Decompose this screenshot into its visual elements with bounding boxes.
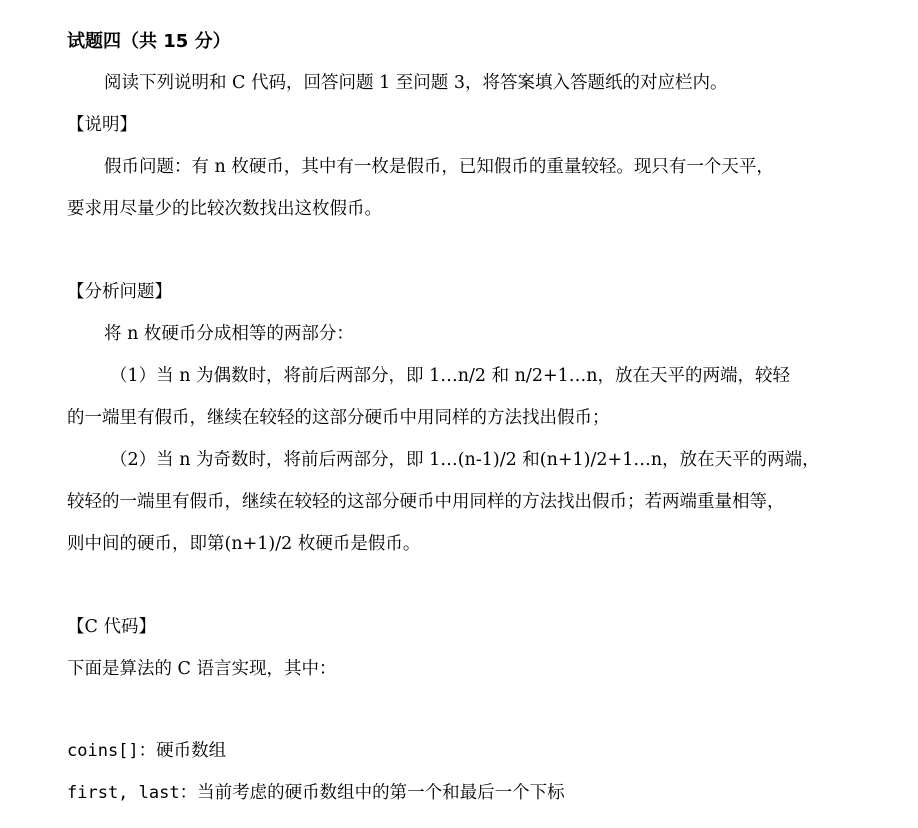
case-1-line-1: （1）当 n 为偶数时，将前后两部分，即 1…n/2 和 n/2+1…n，放在天平的两端，较轻 [110,366,791,386]
case-2-line-3: 则中间的硬币，即第(n+1)/2 枚硬币是假币。 [67,534,421,554]
variable-coins [67,743,226,761]
variable-coins-name: coins[] [67,741,139,761]
case-2-line-1: （2）当 n 为奇数时，将前后两部分，即 1…(n-1)/2 和(n+1)/2+1…n，放在天平的两端， [110,450,820,470]
case-2-line-2: 较轻的一端里有假币，继续在较轻的这部分硬币中用同样的方法找出假币；若两端重量相等， [67,492,785,512]
description-line-1: 假币问题：有 n 枚硬币，其中有一枚是假币，已知假币的重量较轻。现只有一个天平， [104,157,774,177]
code-intro: 下面是算法的 C 语言实现，其中： [67,659,337,679]
section-heading-code: 【C 代码】 [67,617,156,637]
variable-first-last-desc: ：当前考虑的硬币数组中的第一个和最后一个下标 [179,783,565,803]
section-heading-description: 【说明】 [67,115,137,135]
section-heading-analysis: 【分析问题】 [67,282,172,302]
variable-coins-desc: ：硬币数组 [138,741,227,761]
variable-first-last-name: first, last [67,783,180,803]
description-line-2: 要求用尽量少的比较次数找出这枚假币。 [67,199,382,219]
question-title: 试题四（共 15 分） [67,31,231,52]
analysis-intro: 将 n 枚硬币分成相等的两部分： [104,324,354,344]
variable-first-last [67,785,565,803]
intro-paragraph: 阅读下列说明和 C 代码，回答问题 1 至问题 3，将答案填入答题纸的对应栏内。 [104,73,728,93]
case-1-line-2: 的一端里有假币，继续在较轻的这部分硬币中用同样的方法找出假币； [67,408,610,428]
